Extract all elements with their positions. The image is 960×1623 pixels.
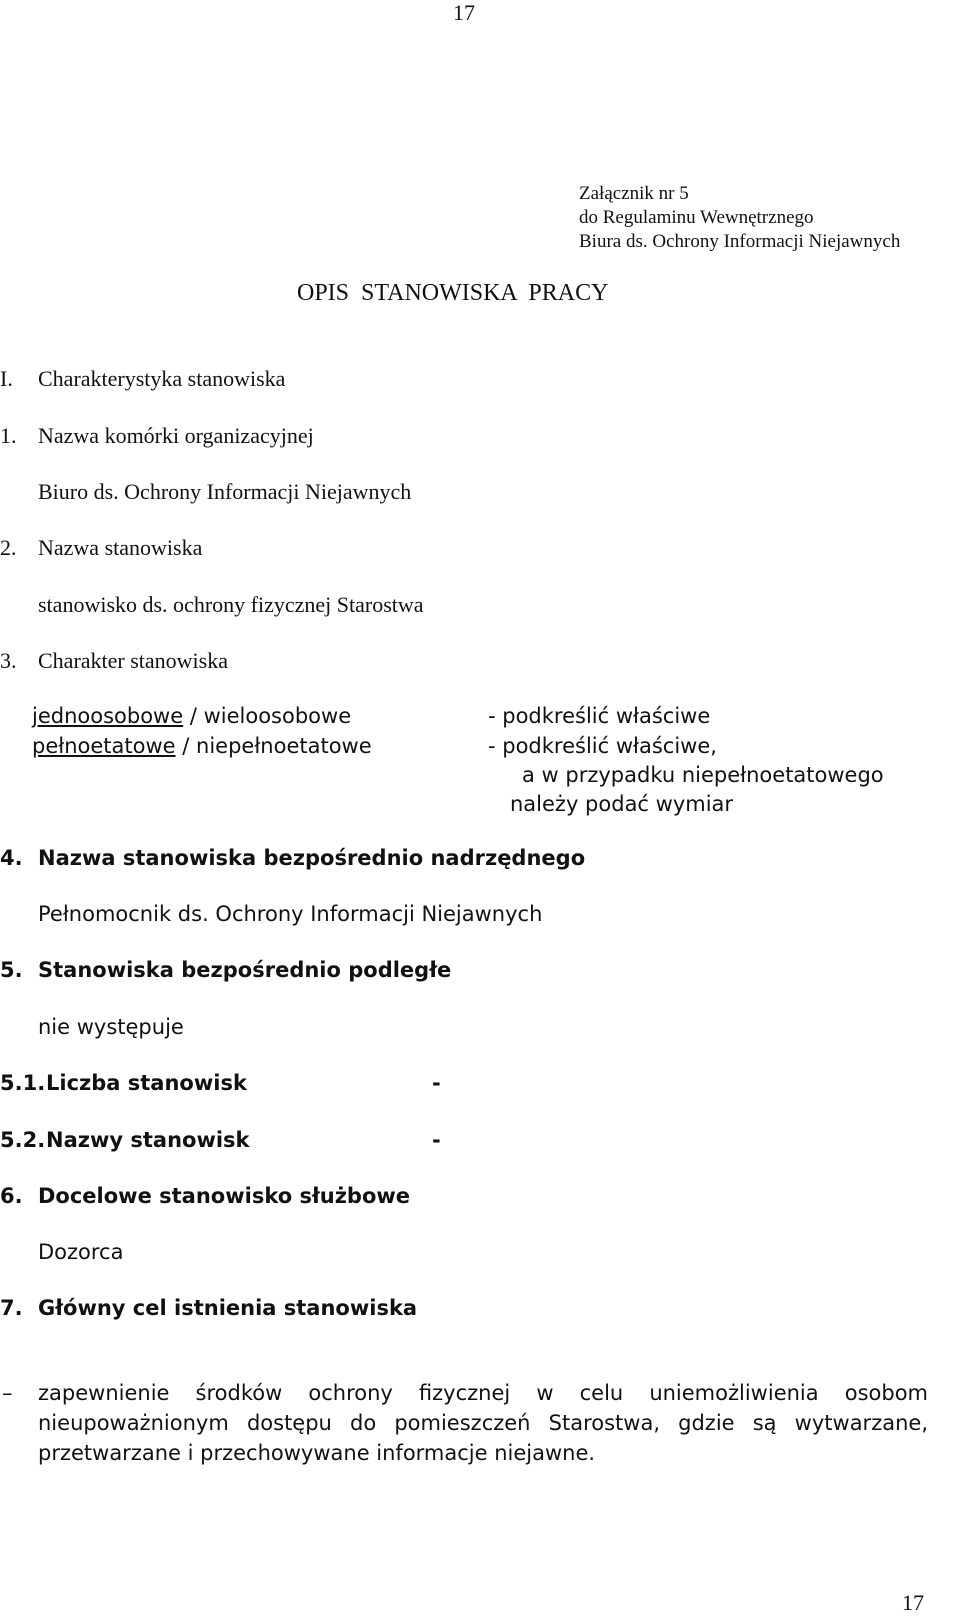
item-2-label: Nazwa stanowiska	[38, 535, 203, 560]
staffing-type-option	[32, 704, 351, 729]
item-7-number: 7.	[0, 1296, 23, 1320]
item-5-1-label: Liczba stanowisk	[46, 1071, 247, 1095]
employment-separator: /	[175, 734, 197, 758]
item-4-label: Nazwa stanowiska bezpośrednio nadrzędnego	[38, 846, 586, 870]
staffing-note: - podkreślić właściwe	[488, 704, 711, 728]
item-3-label: Charakter stanowiska	[38, 648, 228, 673]
item-5-2-label: Nazwy stanowisk	[46, 1128, 250, 1152]
item-4-number: 4.	[0, 846, 23, 870]
staffing-selected: jednoosobowe	[32, 704, 184, 728]
item-2-number: 2.	[0, 535, 17, 560]
employment-note-cont-2: należy podać wymiar	[510, 792, 734, 816]
item-1-value: Biuro ds. Ochrony Informacji Niejawnych	[38, 479, 412, 504]
item-5-2-number: 5.2.	[0, 1128, 46, 1152]
item-7-bullet-dash: –	[2, 1381, 13, 1405]
item-2-value: stanowisko ds. ochrony fizycznej Starostwa	[38, 592, 424, 617]
employment-other: niepełnoetatowe	[196, 734, 372, 758]
item-1-label: Nazwa komórki organizacyjnej	[38, 423, 314, 448]
employment-selected: pełnoetatowe	[32, 734, 176, 758]
page-number-top: 17	[453, 0, 475, 25]
annex-line-2: do Regulaminu Wewnętrznego	[579, 207, 814, 228]
item-5-1-value: -	[432, 1071, 441, 1095]
section-heading: Charakterystyka stanowiska	[38, 366, 286, 391]
item-5-number: 5.	[0, 958, 23, 982]
staffing-other: wieloosobowe	[203, 704, 352, 728]
item-5-label: Stanowiska bezpośrednio podległe	[38, 958, 452, 982]
section-number: I.	[0, 366, 13, 391]
item-7-description: zapewnienie środków ochrony fizycznej w celu uniemożliwienia osobom nieupoważnionym dostępu do pomieszczeń Starostwa, gdzie są wytwarzane, przetwarzane i przechowywane informacje niejawne.	[38, 1381, 928, 1465]
employment-type-option	[32, 734, 372, 759]
annex-line-1: Załącznik nr 5	[579, 183, 689, 204]
item-5-1-number: 5.1.	[0, 1071, 46, 1095]
employment-note: - podkreślić właściwe,	[488, 734, 717, 758]
document-title: OPIS STANOWISKA PRACY	[297, 280, 609, 306]
staffing-separator: /	[183, 704, 204, 728]
annex-line-3: Biura ds. Ochrony Informacji Niejawnych	[579, 231, 901, 252]
item-6-number: 6.	[0, 1184, 23, 1208]
item-6-value: Dozorca	[38, 1240, 124, 1264]
item-7-label: Główny cel istnienia stanowiska	[38, 1296, 418, 1320]
item-5-2-value: -	[432, 1128, 441, 1152]
item-3-number: 3.	[0, 648, 17, 673]
item-5-value: nie występuje	[38, 1015, 184, 1039]
employment-note-cont-1: a w przypadku niepełnoetatowego	[522, 763, 884, 787]
item-4-value: Pełnomocnik ds. Ochrony Informacji Niejawnych	[38, 902, 543, 926]
item-6-label: Docelowe stanowisko służbowe	[38, 1184, 411, 1208]
item-1-number: 1.	[0, 423, 17, 448]
page-number-bottom: 17	[902, 1590, 924, 1615]
